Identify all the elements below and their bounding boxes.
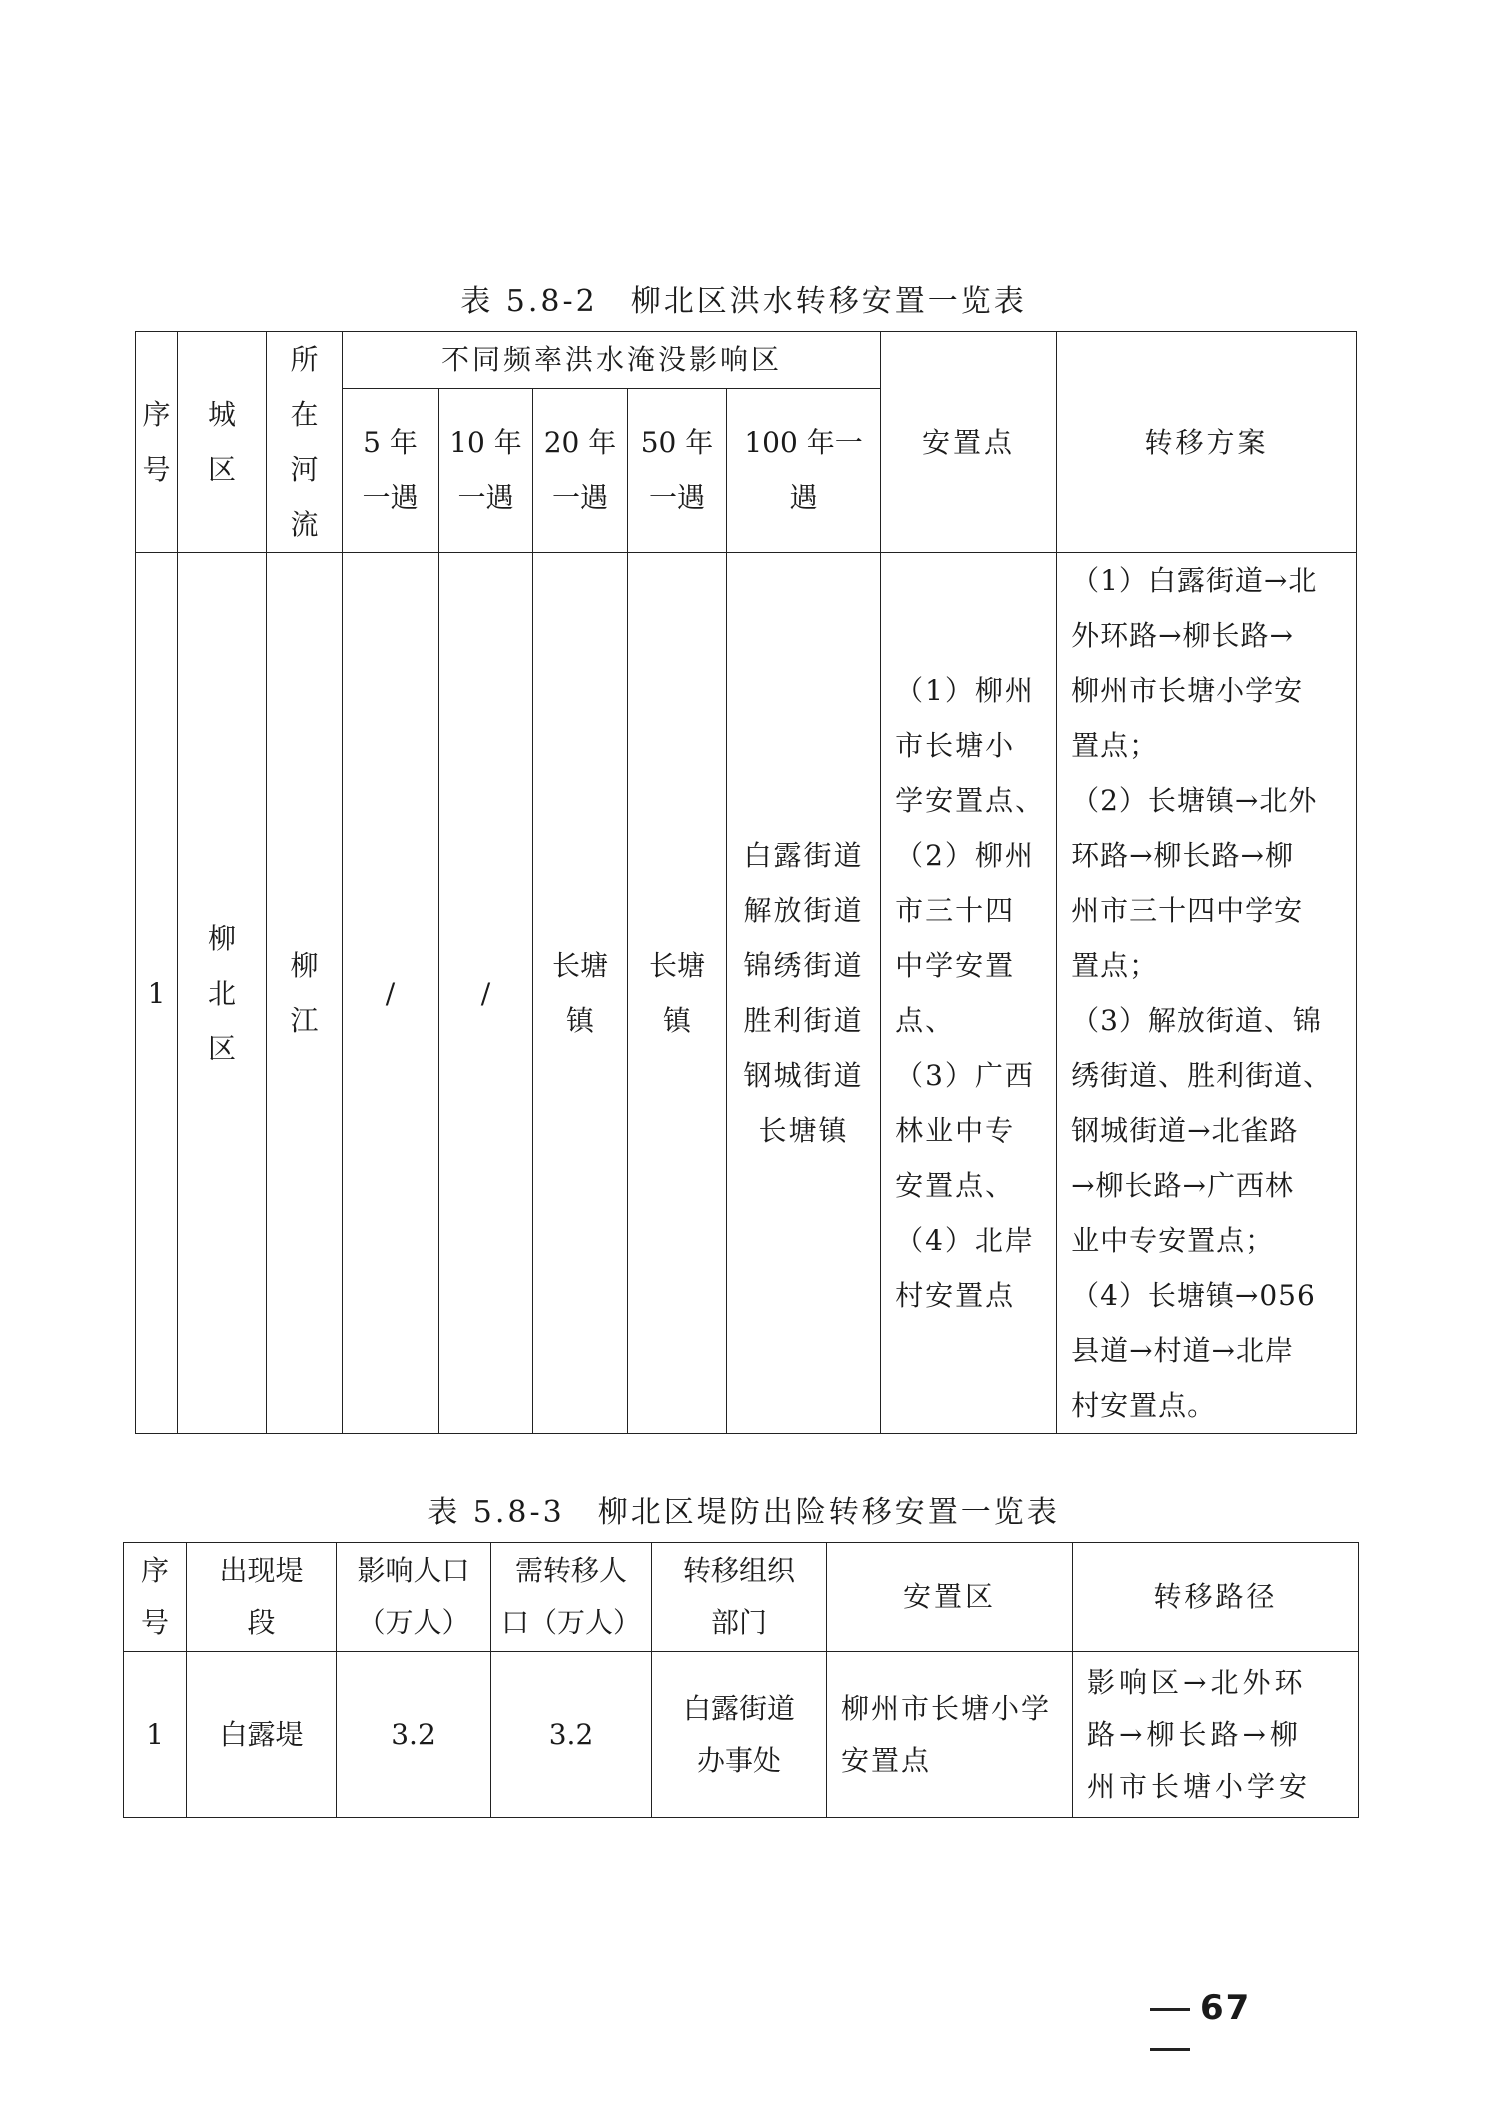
cell-50yr: 长塘 镇 [628,553,727,1434]
header-index: 序 号 [136,332,178,553]
cell-area: 柳州市长塘小学 安置点 [827,1652,1073,1818]
header-section: 出现堤 段 [187,1543,337,1652]
header-affected: 影响人口 （万人） [337,1543,491,1652]
header-index: 序 号 [124,1543,187,1652]
cell-plan: （1）白露街道→北 外环路→柳长路→ 柳州市长塘小学安 置点； （2）长塘镇→北外 环路→柳长路→柳 州市三十四中学安 置点； （3）解放街道、锦 绣街道、胜利街道、 钢城街道→北雀路 →柳长路→广西林 业中专安置点； （4）长塘镇→056 县道→村道→北岸 村安置点。 [1057,553,1357,1434]
cell-route: 影响区→北外环 路→柳长路→柳 州市长塘小学安 [1073,1652,1359,1818]
header-river: 所 在 河 流 [267,332,343,553]
header-20yr: 20 年 一遇 [533,388,628,552]
dash-left-icon [1150,2008,1190,2011]
table1-caption: 表 5.8-2 柳北区洪水转移安置一览表 [460,284,1027,319]
cell-site: （1）柳州 市长塘小 学安置点、 （2）柳州 市三十四 中学安置 点、 （3）广西 林业中专 安置点、 （4）北岸 村安置点 [881,553,1057,1434]
cell-100yr: 白露街道 解放街道 锦绣街道 胜利街道 钢城街道 长塘镇 [727,553,881,1434]
cell-affected: 3.2 [337,1652,491,1818]
cell-org: 白露街道 办事处 [652,1652,827,1818]
cell-section: 白露堤 [187,1652,337,1818]
header-site: 安置点 [881,332,1057,553]
header-district: 城 区 [178,332,267,553]
header-relocate: 需转移人 口（万人） [491,1543,652,1652]
header-route: 转移路径 [1073,1543,1359,1652]
header-50yr: 50 年 一遇 [628,388,727,552]
cell-10yr: / [439,553,533,1434]
header-5yr: 5 年 一遇 [343,388,439,552]
header-area: 安置区 [827,1543,1073,1652]
cell-index: 1 [124,1652,187,1818]
table-row [136,553,1357,1434]
header-100yr: 100 年一 遇 [727,388,881,552]
cell-district: 柳 北 区 [178,553,267,1434]
cell-index: 1 [136,553,178,1434]
header-flood-frequency-group: 不同频率洪水淹没影响区 [343,332,881,389]
header-10yr: 10 年 一遇 [439,388,533,552]
cell-5yr: / [343,553,439,1434]
cell-20yr: 长塘 镇 [533,553,628,1434]
cell-relocate: 3.2 [491,1652,652,1818]
levee-relocation-table [123,1542,1359,1818]
table-row [124,1652,1359,1818]
header-plan: 转移方案 [1057,332,1357,553]
header-org: 转移组织 部门 [652,1543,827,1652]
dash-right-icon [1150,2048,1190,2051]
flood-relocation-table [135,331,1357,1434]
page-number: 67 [1140,1988,1300,2068]
table2-caption: 表 5.8-3 柳北区堤防出险转移安置一览表 [427,1495,1060,1530]
cell-river: 柳 江 [267,553,343,1434]
